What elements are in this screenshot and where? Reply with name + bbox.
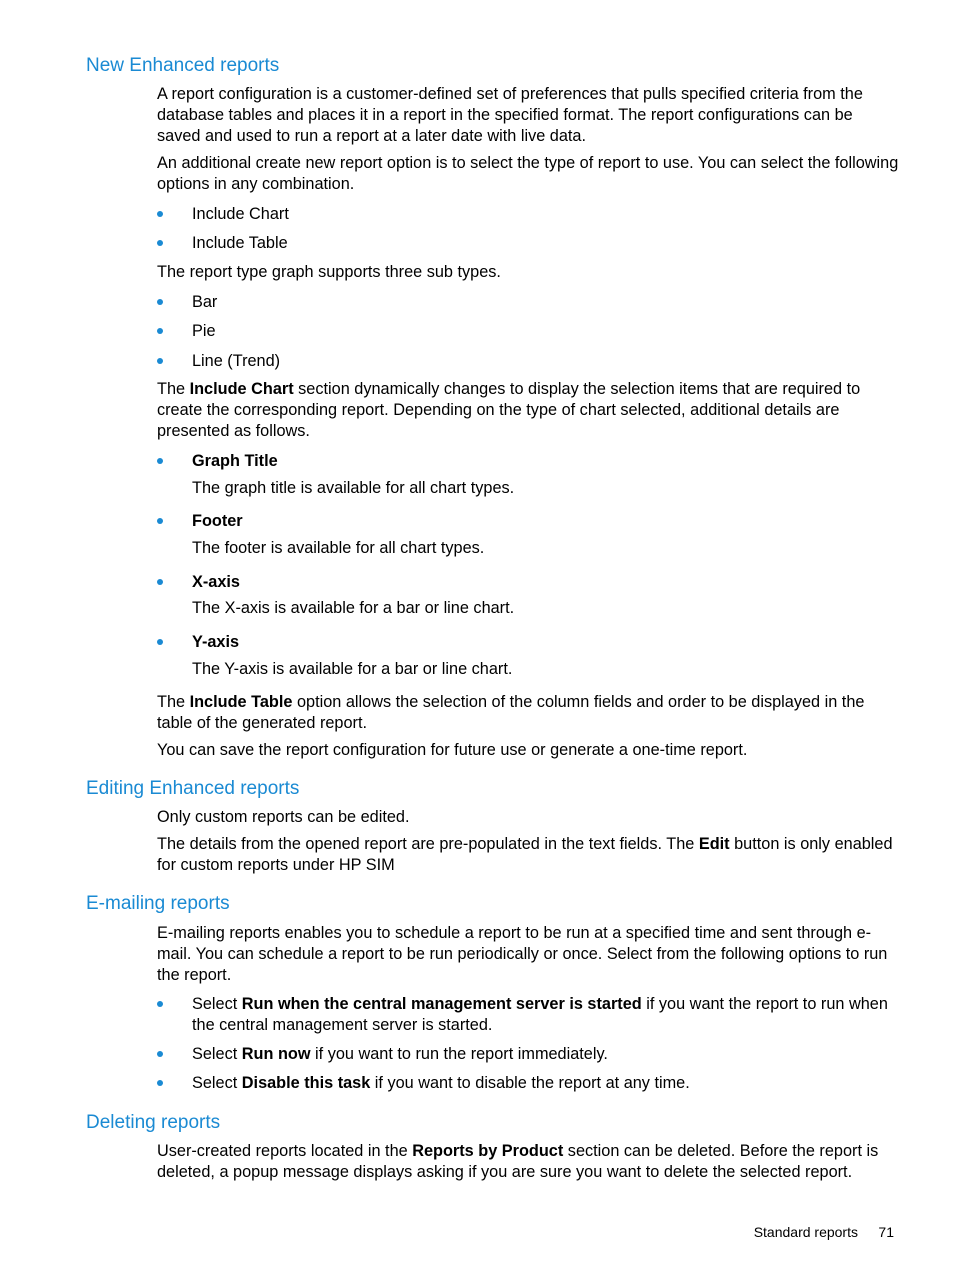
- section-heading-deleting-reports: Deleting reports: [86, 1112, 221, 1133]
- list-item: Footer: [157, 511, 899, 532]
- section-heading-editing-enhanced-reports: Editing Enhanced reports: [86, 778, 300, 799]
- section-heading-new-enhanced-reports: New Enhanced reports: [86, 55, 280, 76]
- list-item: Select Run now if you want to run the report immediately.: [157, 1044, 899, 1065]
- bullet-icon: [157, 1001, 163, 1007]
- list-item: Include Chart: [157, 204, 899, 225]
- list-item: Y-axis: [157, 632, 899, 653]
- paragraph: The details from the opened report are pre-populated in the text fields. The Edit button is only enabled for custom reports under HP SIM: [157, 835, 893, 874]
- list-item: X-axis: [157, 572, 899, 593]
- list-item: Include Table: [157, 233, 899, 254]
- list-item: Select Run when the central management server is started if you want the report to run when the central management server is started.: [157, 994, 899, 1036]
- paragraph: E-mailing reports enables you to schedule a report to be run at a specified time and sent through e-mail. You can schedule a report to be run periodically or once. Select from the following options to run the report.: [157, 924, 888, 984]
- definition-text: The X-axis is available for a bar or line chart.: [192, 599, 515, 617]
- bullet-icon: [157, 1080, 163, 1086]
- paragraph: Only custom reports can be edited.: [157, 808, 410, 826]
- definition-text: The footer is available for all chart types.: [192, 539, 485, 557]
- list-item: Line (Trend): [157, 351, 899, 372]
- paragraph: User-created reports located in the Reports by Product section can be deleted. Before the report is deleted, a popup message displays asking if you are sure you want to delete the selected report.: [157, 1142, 879, 1181]
- page-number: 71: [878, 1224, 894, 1240]
- bullet-icon: [157, 518, 163, 524]
- bullet-icon: [157, 639, 163, 645]
- bullet-icon: [157, 328, 163, 334]
- list-item: Bar: [157, 292, 899, 313]
- paragraph: An additional create new report option is to select the type of report to use. You can select the following options in any combination.: [157, 154, 899, 193]
- definition-text: The Y-axis is available for a bar or line chart.: [192, 660, 513, 678]
- bullet-icon: [157, 240, 163, 246]
- list-item: Graph Title: [157, 451, 899, 472]
- bullet-icon: [157, 211, 163, 217]
- bullet-icon: [157, 358, 163, 364]
- paragraph: The report type graph supports three sub types.: [157, 263, 501, 281]
- paragraph: A report configuration is a customer-defined set of preferences that pulls specified criteria from the database tables and places it in a report in the specified format. The report configurations can be saved and used to run a report at a later date with live data.: [157, 85, 863, 145]
- paragraph: You can save the report configuration for future use or generate a one-time report.: [157, 741, 748, 759]
- bullet-icon: [157, 1051, 163, 1057]
- bullet-icon: [157, 579, 163, 585]
- list-item: Pie: [157, 321, 899, 342]
- paragraph: The Include Chart section dynamically changes to display the selection items that are required to create the corresponding report. Depending on the type of chart selected, additional details are presented as follows.: [157, 380, 861, 440]
- list-item: Select Disable this task if you want to disable the report at any time.: [157, 1073, 899, 1094]
- definition-text: The graph title is available for all chart types.: [192, 479, 515, 497]
- footer-title: Standard reports: [753, 1224, 858, 1240]
- paragraph: The Include Table option allows the selection of the column fields and order to be displayed in the table of the generated report.: [157, 693, 865, 732]
- section-heading-e-mailing-reports: E-mailing reports: [86, 893, 230, 914]
- bullet-icon: [157, 458, 163, 464]
- bullet-icon: [157, 299, 163, 305]
